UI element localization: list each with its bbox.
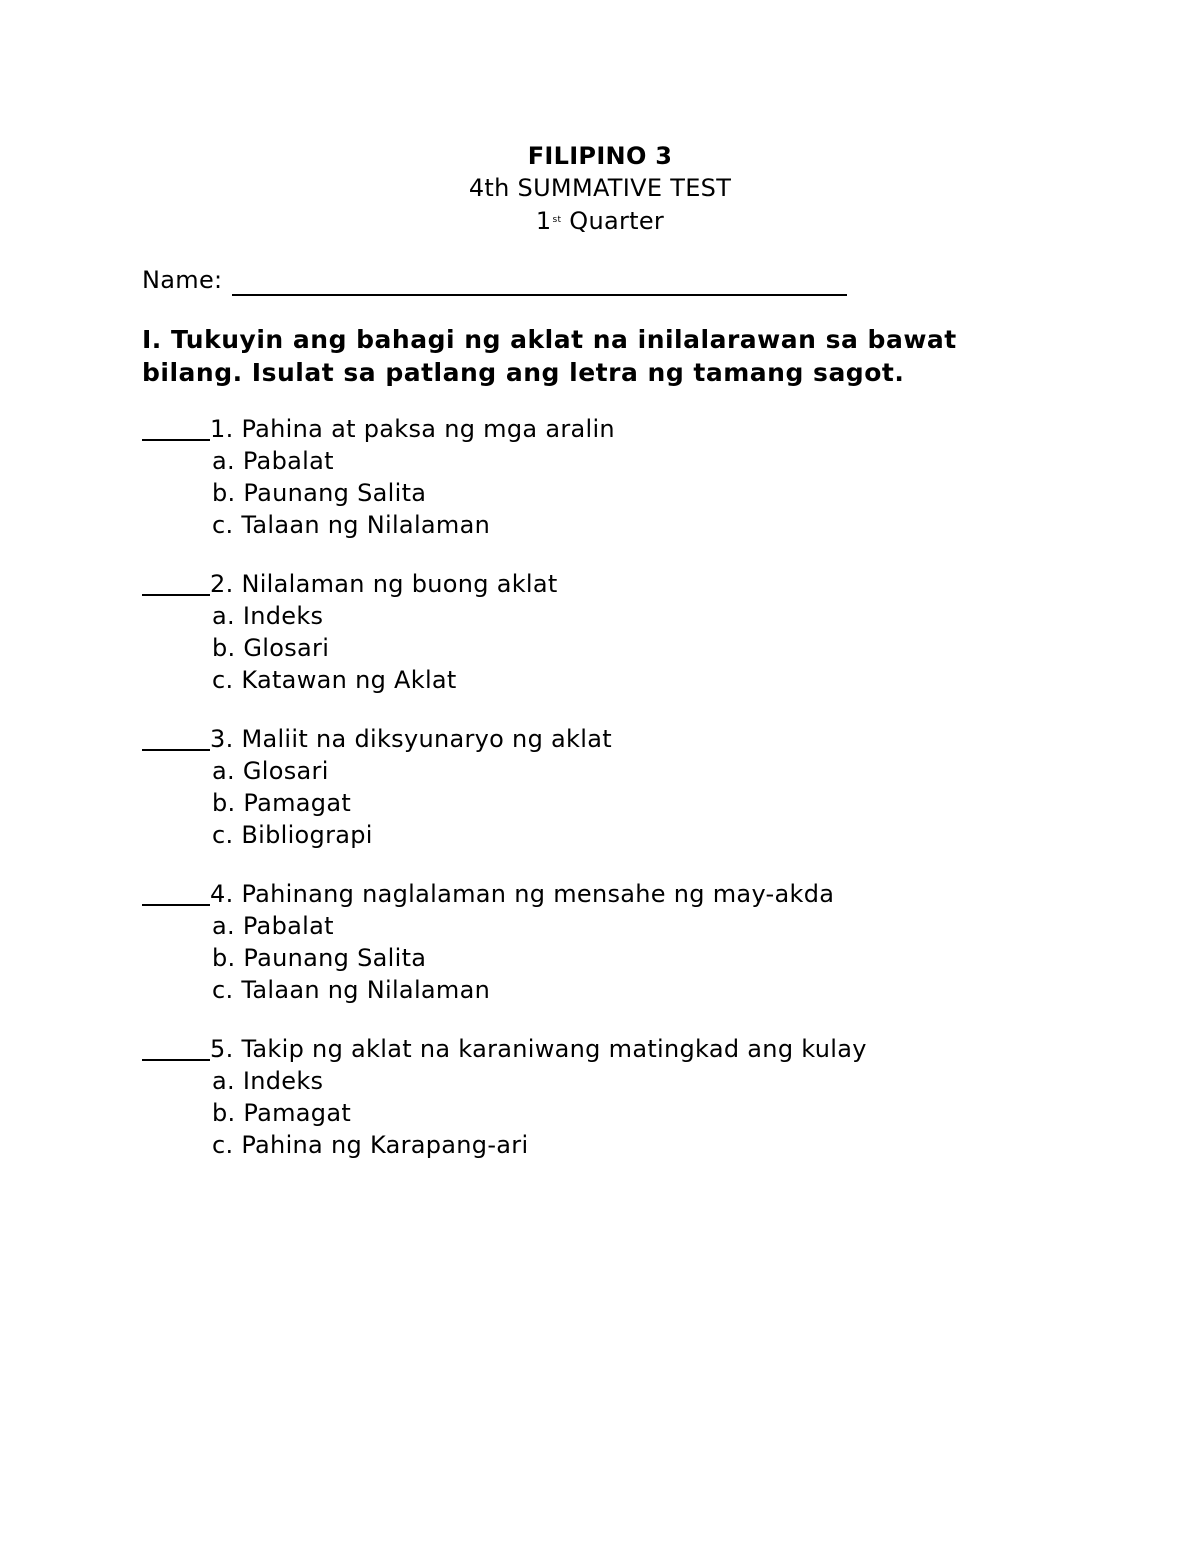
choice-option: b. Pamagat [212,1099,352,1127]
answer-blank[interactable] [142,725,210,751]
choice-option: b. Glosari [212,634,330,662]
name-label: Name: [142,266,223,294]
question-line [142,723,1102,755]
question-item [142,723,1102,851]
choice-option: a. Indeks [212,1067,324,1095]
quarter-word: Quarter [569,207,665,235]
name-row [142,264,847,296]
test-name: 4th SUMMATIVE TEST [468,174,732,202]
quarter-number: 1 [535,207,552,235]
choice-option: c. Bibliograpi [212,821,373,849]
question-number: 4. [210,880,234,908]
question-item [142,878,1102,1006]
choice-option: a. Pabalat [212,912,334,940]
choice-option: c. Pahina ng Karapang-ari [212,1131,529,1159]
test-header [0,140,1200,237]
question-item [142,1033,1102,1161]
question-item [142,413,1102,541]
quarter-label [0,204,1200,237]
answer-blank[interactable] [142,570,210,596]
quarter-suffix: st [552,215,562,225]
answer-blank[interactable] [142,1035,210,1061]
question-line [142,1033,1102,1065]
instructions: I. Tukuyin ang bahagi ng aklat na inilalarawan sa bawat bilang. Isulat sa patlang ang letra ng tamang sagot. [142,325,957,387]
question-text: Pahina at paksa ng mga aralin [241,415,615,443]
choice-option: c. Talaan ng Nilalaman [212,511,491,539]
question-list [142,413,1102,1188]
choice-option: a. Pabalat [212,447,334,475]
question-number: 1. [210,415,234,443]
question-text: Pahinang naglalaman ng mensahe ng may-akda [241,880,835,908]
question-number: 2. [210,570,234,598]
name-blank-line[interactable] [232,268,847,296]
choice-option: a. Indeks [212,602,324,630]
choice-option: c. Katawan ng Aklat [212,666,457,694]
question-number: 5. [210,1035,234,1063]
question-text: Nilalaman ng buong aklat [241,570,558,598]
question-line [142,878,1102,910]
question-number: 3. [210,725,234,753]
answer-blank[interactable] [142,415,210,441]
choice-option: b. Pamagat [212,789,352,817]
question-item [142,568,1102,696]
choice-option: c. Talaan ng Nilalaman [212,976,491,1004]
question-text: Takip ng aklat na karaniwang matingkad ang kulay [241,1035,867,1063]
answer-blank[interactable] [142,880,210,906]
question-line [142,413,1102,445]
choice-option: b. Paunang Salita [212,479,427,507]
subject-title: FILIPINO 3 [527,142,673,170]
question-text: Maliit na diksyunaryo ng aklat [241,725,612,753]
choice-option: b. Paunang Salita [212,944,427,972]
choice-option: a. Glosari [212,757,329,785]
question-line [142,568,1102,600]
